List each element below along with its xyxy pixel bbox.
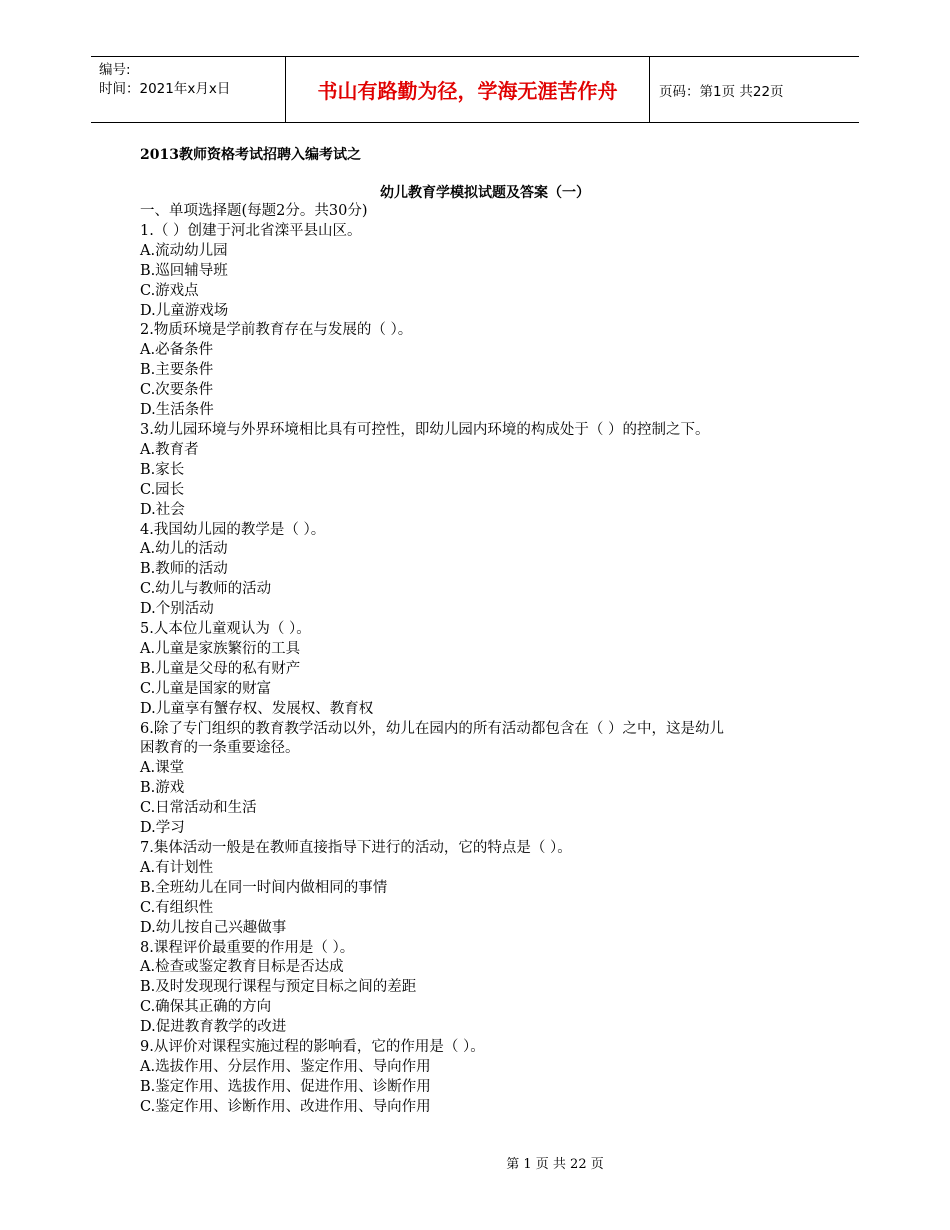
header-meta (91, 57, 286, 122)
text-line: B.鉴定作用、选拔作用、促进作用、诊断作用 (140, 1078, 431, 1095)
text-line: 困教育的一条重要途径。 (140, 740, 300, 757)
text-line: C.鉴定作用、诊断作用、改进作用、导向作用 (140, 1098, 431, 1115)
text-line: C.次要条件 (140, 382, 214, 399)
text-line: B.全班幼儿在同一时间内做相同的事情 (140, 879, 388, 896)
text-line: A.必备条件 (140, 342, 214, 359)
text-line: C.园长 (140, 481, 185, 498)
text-line: B.儿童是父母的私有财产 (140, 660, 301, 677)
text-line: C.游戏点 (140, 282, 199, 299)
page-header (91, 56, 859, 123)
text-line: D.促进教育教学的改进 (140, 1019, 287, 1036)
text-line: C.有组织性 (140, 899, 214, 916)
text-line: D.学习 (140, 820, 185, 837)
text-line: 2.物质环境是学前教育存在与发展的（ ）。 (140, 322, 413, 339)
time-label: 时间：2021年x月x日 (99, 81, 231, 97)
text-line: D.儿童游戏场 (140, 302, 229, 319)
text-line: 4.我国幼儿园的教学是（ ）。 (140, 521, 326, 538)
header-page-code: 页码：第1页 共22页 (659, 83, 784, 100)
document-title: 2013教师资格考试招聘入编考试之 (140, 147, 361, 163)
text-line: C.幼儿与教师的活动 (140, 581, 272, 598)
text-line: 一、单项选择题(每题2分。共30分) (140, 203, 368, 219)
text-line: 9.从评价对课程实施过程的影响看，它的作用是（ ）。 (140, 1039, 485, 1056)
text-line: A.课堂 (140, 760, 185, 777)
text-line: C.确保其正确的方向 (140, 999, 272, 1016)
text-line: A.流动幼儿园 (140, 242, 228, 259)
text-line: D.幼儿按自己兴趣做事 (140, 919, 287, 936)
text-line: B.教师的活动 (140, 561, 228, 578)
text-line: A.幼儿的活动 (140, 541, 228, 558)
text-line: B.主要条件 (140, 362, 214, 379)
document-subtitle: 幼儿教育学模拟试题及答案（一） (380, 185, 590, 201)
text-line: C.日常活动和生活 (140, 800, 257, 817)
text-line: B.巡回辅导班 (140, 262, 228, 279)
text-line: D.个别活动 (140, 601, 214, 618)
text-line: 5.人本位儿童观认为（ ）。 (140, 621, 311, 638)
text-line: D.儿童享有蟹存权、发展权、教育权 (140, 700, 374, 717)
serial-label: 编号: (99, 62, 131, 78)
header-motto: 书山有路勤为径，学海无涯苦作舟 (286, 57, 650, 122)
text-line: A.选拔作用、分层作用、鉴定作用、导向作用 (140, 1058, 431, 1075)
text-line: A.检查或鉴定教育目标是否达成 (140, 959, 344, 976)
document-body (140, 202, 820, 1118)
text-line: B.及时发现现行课程与预定目标之间的差距 (140, 979, 417, 996)
text-line: A.教育者 (140, 441, 199, 458)
page-footer: 第 1 页 共 22 页 (506, 1157, 604, 1172)
text-line: 6.除了专门组织的教育教学活动以外，幼儿在园内的所有活动都包含在（ ）之中，这是幼儿 (140, 720, 724, 737)
text-line: 8.课程评价最重要的作用是（ ）。 (140, 939, 355, 956)
text-line: A.儿童是家族繁衍的工具 (140, 640, 301, 657)
text-line: C.儿童是国家的财富 (140, 680, 272, 697)
text-line: 1.（ ）创建于河北省滦平县山区。 (140, 222, 362, 239)
text-line: B.游戏 (140, 780, 185, 797)
text-line: D.社会 (140, 501, 185, 518)
text-line: 7.集体活动一般是在教师直接指导下进行的活动，它的特点是（ ）。 (140, 840, 572, 856)
text-line: A.有计划性 (140, 859, 214, 876)
text-line: B.家长 (140, 461, 185, 478)
text-line: D.生活条件 (140, 402, 214, 419)
text-line: 3.幼儿园环境与外界环境相比具有可控性，即幼儿园内环境的构成处于（ ）的控制之下。 (140, 421, 710, 438)
